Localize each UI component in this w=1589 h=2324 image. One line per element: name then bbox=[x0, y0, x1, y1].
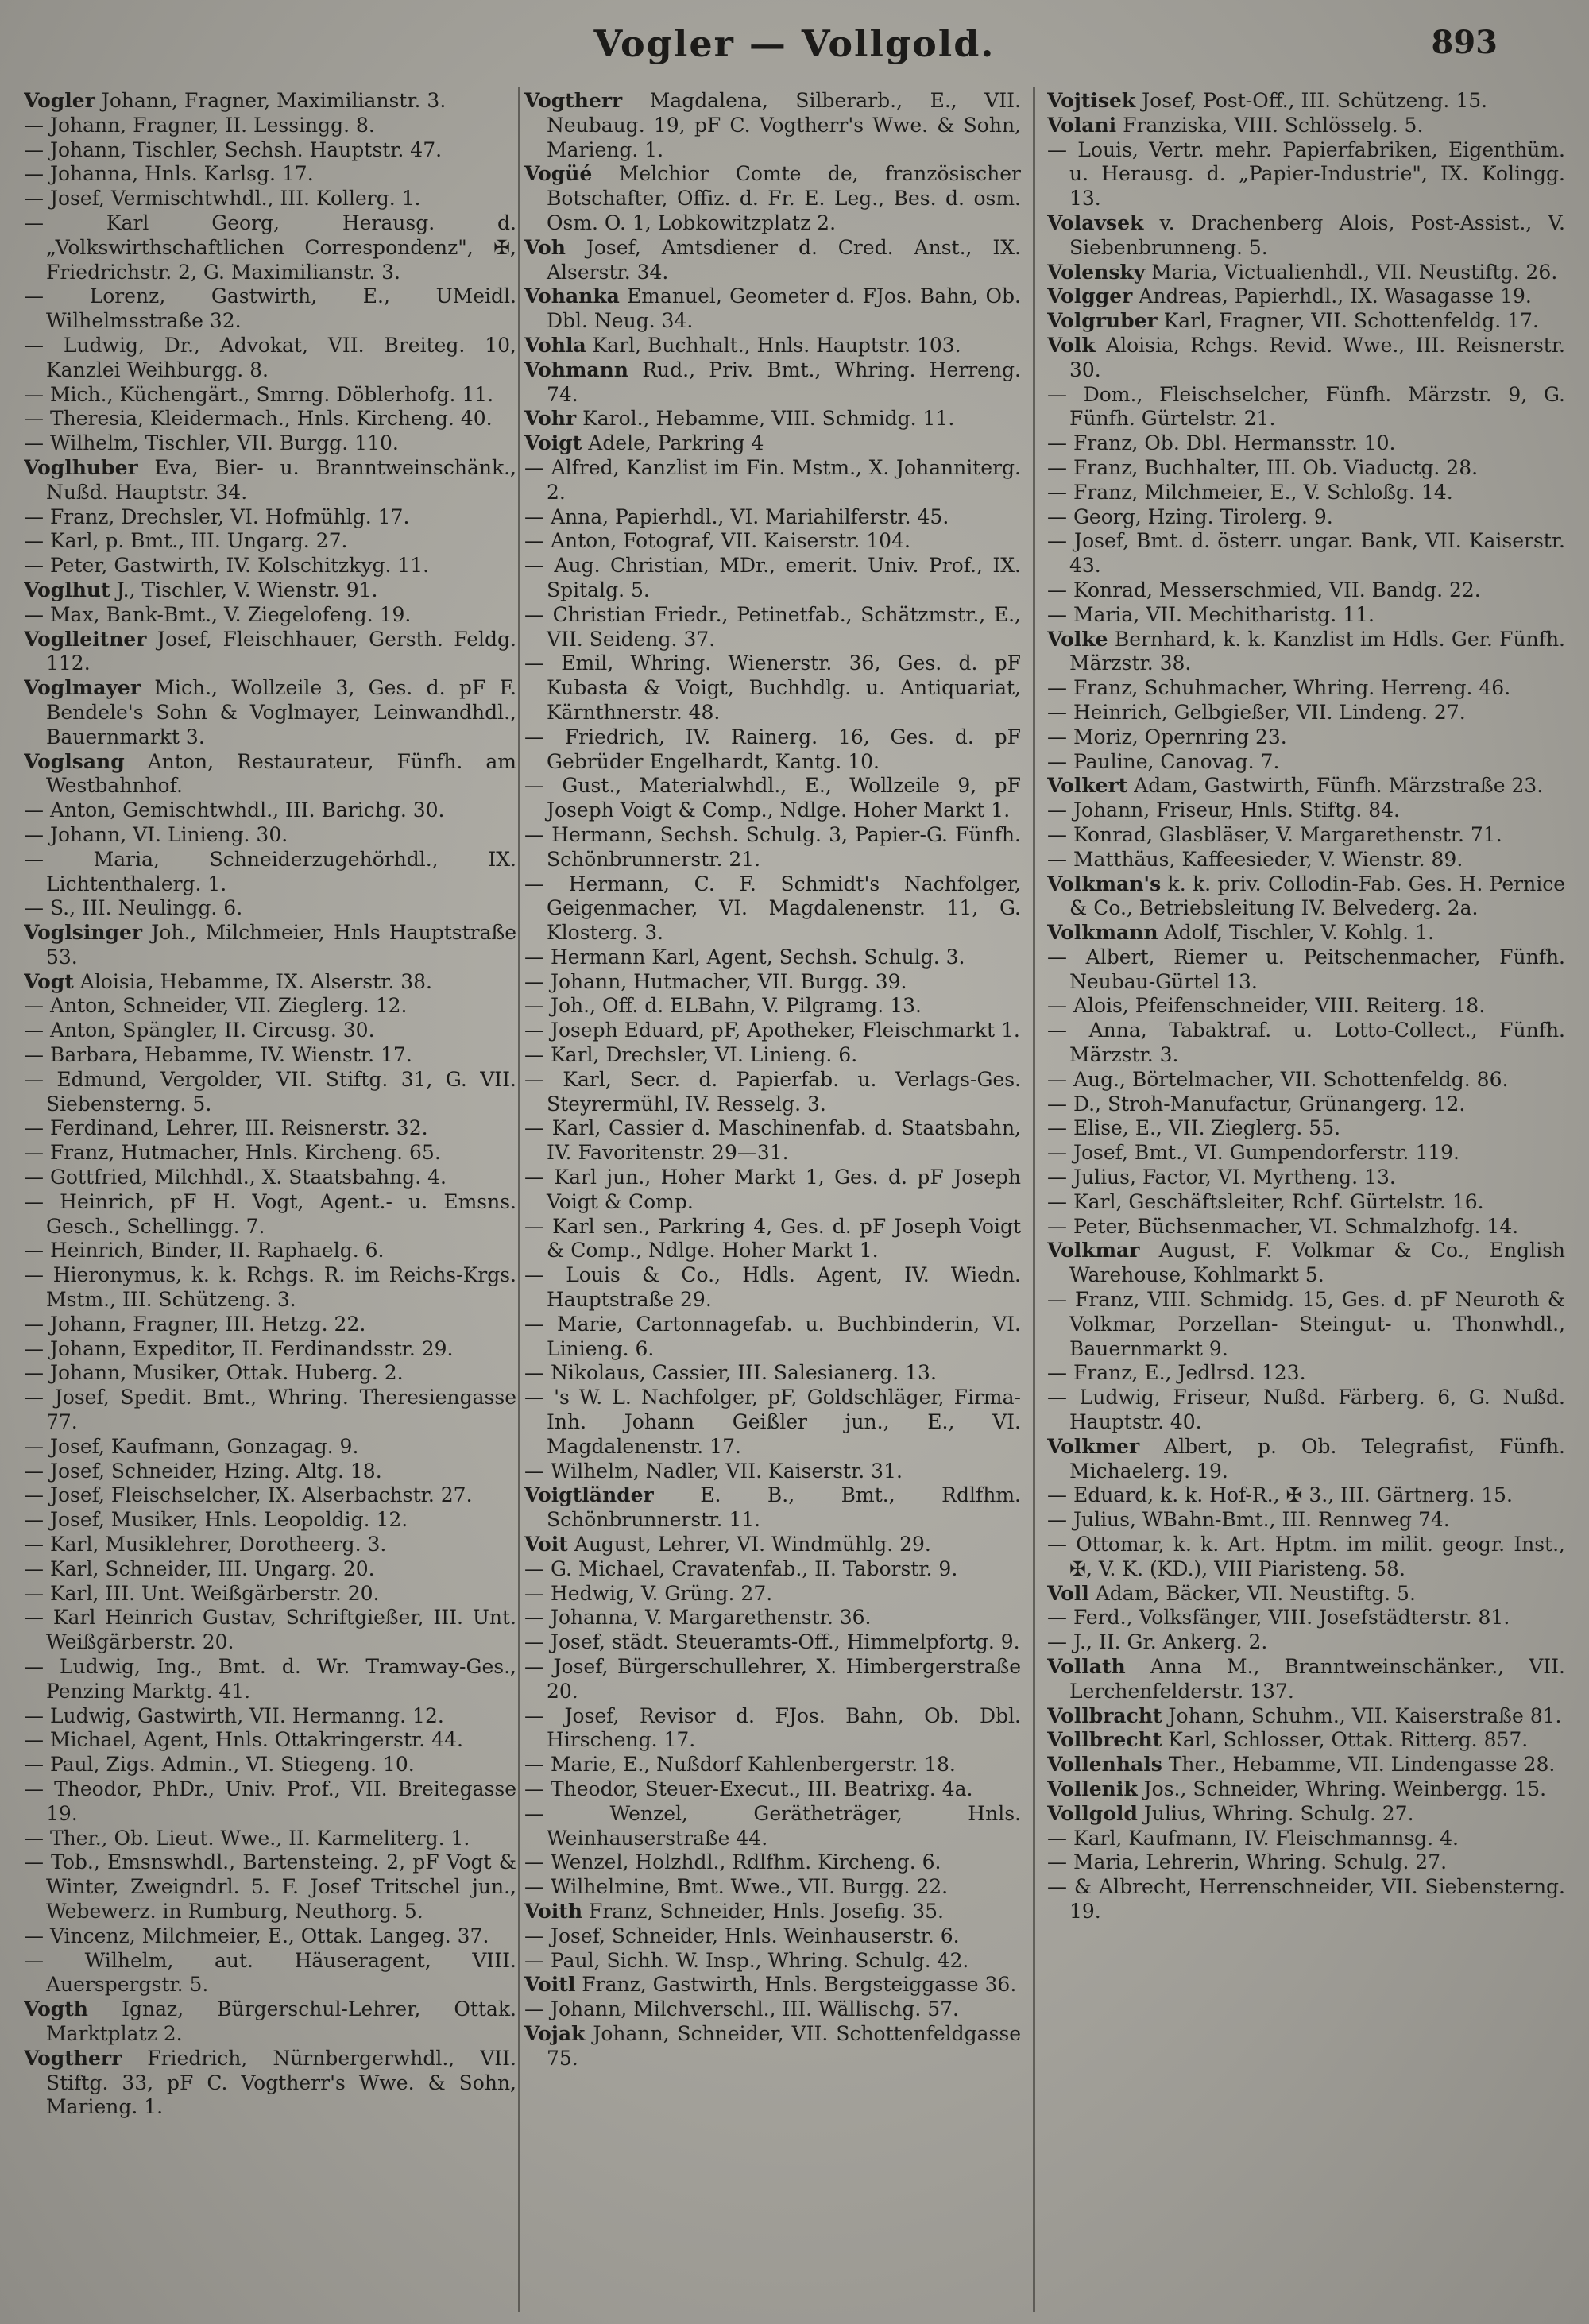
directory-entry: — Karl, Musiklehrer, Dorotheerg. 3. bbox=[24, 1533, 387, 1556]
directory-entry: — Franz, Buchhalter, III. Ob. Viaductg. 28. bbox=[1047, 455, 1479, 479]
directory-entry: — Karl, Kaufmann, IV. Fleischmannsg. 4. bbox=[1047, 1826, 1459, 1850]
directory-entry: — Peter, Büchsenmacher, VI. Schmalzhofg. 14. bbox=[1047, 1214, 1519, 1238]
directory-entry: Volgger Andreas, Papierhdl., IX. Wasagasse 19. bbox=[1047, 284, 1532, 308]
directory-entry: Vollenik Jos., Schneider, Whring. Weinbergg. 15. bbox=[1047, 1777, 1547, 1800]
directory-entry: Voglmayer Mich., Wollzeile 3, Ges. d. pF F. Bendele's Sohn & Voglmayer, Leinwandhdl., Bauernmarkt 3. bbox=[24, 676, 516, 748]
directory-entry: Voigt Adele, Parkring 4 bbox=[524, 431, 764, 455]
column-divider bbox=[518, 87, 520, 2312]
directory-entry: — Josef, Revisor d. FJos. Bahn, Ob. Dbl. Hirscheng. 17. bbox=[524, 1703, 1021, 1752]
column-divider bbox=[1033, 87, 1035, 2312]
directory-entry: — Ludwig, Friseur, Nußd. Färberg. 6, G. Nußd. Hauptstr. 40. bbox=[1047, 1386, 1565, 1434]
directory-entry: — Josef, Spedit. Bmt., Whring. Theresiengasse 77. bbox=[24, 1386, 516, 1434]
directory-entry: — Johann, Fragner, III. Hetzg. 22. bbox=[24, 1312, 366, 1336]
directory-entry: Volkmar August, F. Volkmar & Co., English Warehouse, Kohlmarkt 5. bbox=[1047, 1239, 1565, 1287]
directory-entry: — Karl, p. Bmt., III. Ungarg. 27. bbox=[24, 529, 348, 553]
directory-entry: — Konrad, Glasbläser, V. Margarethenstr. 71. bbox=[1047, 822, 1502, 846]
directory-entry: — Theodor, Steuer-Execut., III. Beatrixg. 4a. bbox=[524, 1777, 973, 1800]
directory-entry: Volke Bernhard, k. k. Kanzlist im Hdls. Ger. Fünfh. Märzstr. 38. bbox=[1047, 627, 1565, 675]
directory-entry: — Michael, Agent, Hnls. Ottakringerstr. 44. bbox=[24, 1728, 463, 1752]
directory-entry: — Hermann Karl, Agent, Sechsh. Schulg. 3. bbox=[524, 945, 965, 969]
directory-entry: — Heinrich, Gelbgießer, VII. Lindeng. 27. bbox=[1047, 700, 1466, 724]
directory-entry: — Friedrich, IV. Rainerg. 16, Ges. d. pF Gebrüder Engelhardt, Kantg. 10. bbox=[524, 725, 1021, 773]
directory-entry: — Tob., Emsnswhdl., Bartensteing. 2, pF Vogt & Winter, Zweigndrl. 5. F. Josef Tritschel jun., Webewerz. in Rumburg, Neuthorg. 5. bbox=[24, 1850, 516, 1923]
directory-entry: Vohla Karl, Buchhalt., Hnls. Hauptstr. 103. bbox=[524, 333, 961, 357]
directory-entry: — Paul, Sichh. W. Insp., Whring. Schulg. 42. bbox=[524, 1948, 969, 1972]
page-header bbox=[0, 17, 1589, 73]
running-title: Vogler — Vollgold. bbox=[593, 22, 996, 65]
directory-entry: — Emil, Whring. Wienerstr. 36, Ges. d. pF Kubasta & Voigt, Buchhdlg. u. Antiquariat, Kärnthnerstr. 48. bbox=[524, 652, 1021, 724]
page-number: 893 bbox=[1431, 24, 1498, 61]
column-right bbox=[1047, 89, 1565, 2306]
directory-entry: Vojak Johann, Schneider, VII. Schottenfeldgasse 75. bbox=[524, 2021, 1021, 2070]
directory-entry: Voit August, Lehrer, VI. Windmühlg. 29. bbox=[524, 1533, 931, 1556]
directory-entry: Vojtisek Josef, Post-Off., III. Schützeng. 15. bbox=[1047, 89, 1488, 112]
directory-entry: Vogtherr Friedrich, Nürnbergerwhdl., VII. Stiftg. 33, pF C. Vogtherr's Wwe. & Sohn, Marieng. 1. bbox=[24, 2046, 516, 2119]
directory-entry: — Karl, III. Unt. Weißgärberstr. 20. bbox=[24, 1581, 380, 1605]
directory-entry: — Louis & Co., Hdls. Agent, IV. Wiedn. Hauptstraße 29. bbox=[524, 1263, 1021, 1312]
directory-entry: Vogt Aloisia, Hebamme, IX. Alserstr. 38. bbox=[24, 969, 433, 993]
directory-entry: — Johann, Fragner, II. Lessingg. 8. bbox=[24, 113, 375, 137]
directory-entry: — Franz, Schuhmacher, Whring. Herreng. 46. bbox=[1047, 676, 1511, 700]
directory-entry: — Heinrich, Binder, II. Raphaelg. 6. bbox=[24, 1239, 385, 1263]
directory-entry: — Johann, Musiker, Ottak. Huberg. 2. bbox=[24, 1361, 404, 1385]
directory-entry: Volkmann Adolf, Tischler, V. Kohlg. 1. bbox=[1047, 921, 1434, 945]
directory-entry: — Josef, Vermischtwhdl., III. Kollerg. 1. bbox=[24, 187, 421, 211]
directory-entry: — Mich., Küchengärt., Smrng. Döblerhofg. 11. bbox=[24, 382, 494, 406]
column-left bbox=[24, 89, 516, 2306]
directory-entry: Volavsek v. Drachenberg Alois, Post-Assist., V. Siebenbrunneng. 5. bbox=[1047, 211, 1565, 259]
directory-entry: — Ludwig, Ing., Bmt. d. Wr. Tramway-Ges., Penzing Marktg. 41. bbox=[24, 1655, 516, 1703]
directory-entry: — Gottfried, Milchhdl., X. Staatsbahng. 4. bbox=[24, 1166, 447, 1189]
directory-entry: — Vincenz, Milchmeier, E., Ottak. Langeg. 37. bbox=[24, 1924, 489, 1947]
directory-entry: Voglhuber Eva, Bier- u. Branntweinschänk., Nußd. Hauptstr. 34. bbox=[24, 455, 516, 504]
directory-entry: — Joseph Eduard, pF, Apotheker, Fleischmarkt 1. bbox=[524, 1019, 1020, 1042]
directory-entry: Volgruber Karl, Fragner, VII. Schottenfeldg. 17. bbox=[1047, 309, 1539, 333]
directory-entry: Voglsinger Joh., Milchmeier, Hnls Hauptstraße 53. bbox=[24, 921, 516, 969]
directory-entry: Voh Josef, Amtsdiener d. Cred. Anst., IX. Alserstr. 34. bbox=[524, 235, 1021, 284]
directory-entry: — Christian Friedr., Petinetfab., Schätzmstr., E., VII. Seideng. 37. bbox=[524, 602, 1021, 651]
directory-entry: — Maria, Lehrerin, Whring. Schulg. 27. bbox=[1047, 1850, 1448, 1874]
directory-entry: — G. Michael, Cravatenfab., II. Taborstr. 9. bbox=[524, 1556, 958, 1580]
directory-entry: — Moriz, Opernring 23. bbox=[1047, 725, 1287, 748]
directory-entry: — Anton, Fotograf, VII. Kaiserstr. 104. bbox=[524, 529, 910, 553]
directory-entry: — Maria, Schneiderzugehörhdl., IX. Lichtenthalerg. 1. bbox=[24, 847, 516, 895]
directory-entry: Volkert Adam, Gastwirth, Fünfh. Märzstraße 23. bbox=[1047, 774, 1544, 798]
directory-entry: — Anna, Papierhdl., VI. Mariahilferstr. 45. bbox=[524, 505, 949, 528]
directory-entry: — Karl, Schneider, III. Ungarg. 20. bbox=[24, 1556, 375, 1580]
directory-entry: Vohr Karol., Hebamme, VIII. Schmidg. 11. bbox=[524, 407, 955, 431]
directory-entry: — Josef, Schneider, Hzing. Altg. 18. bbox=[24, 1459, 382, 1483]
directory-entry: — Max, Bank-Bmt., V. Ziegelofeng. 19. bbox=[24, 602, 412, 626]
directory-entry: — Alfred, Kanzlist im Fin. Mstm., X. Johanniterg. 2. bbox=[524, 455, 1021, 504]
directory-entry: — Ferd., Volksfänger, VIII. Josefstädterstr. 81. bbox=[1047, 1606, 1510, 1630]
directory-entry: — Josef, Bmt. d. österr. ungar. Bank, VII. Kaiserstr. 43. bbox=[1047, 529, 1565, 578]
directory-entry: — Matthäus, Kaffeesieder, V. Wienstr. 89. bbox=[1047, 847, 1463, 871]
directory-entry: — Alois, Pfeifenschneider, VIII. Reiterg. 18. bbox=[1047, 994, 1486, 1018]
directory-entry: Voglleitner Josef, Fleischhauer, Gersth. Feldg. 112. bbox=[24, 627, 516, 675]
directory-entry: — Wenzel, Gerätheträger, Hnls. Weinhauserstraße 44. bbox=[524, 1801, 1021, 1850]
directory-entry: — Julius, Factor, VI. Myrtheng. 13. bbox=[1047, 1166, 1396, 1189]
directory-entry: — Anton, Schneider, VII. Zieglerg. 12. bbox=[24, 994, 408, 1018]
directory-entry: — Josef, Fleischselcher, IX. Alserbachstr. 27. bbox=[24, 1483, 473, 1507]
directory-entry: — Nikolaus, Cassier, III. Salesianerg. 13. bbox=[524, 1361, 937, 1385]
directory-entry: — Karl, Drechsler, VI. Linieng. 6. bbox=[524, 1043, 858, 1067]
directory-entry: — Franz, Hutmacher, Hnls. Kircheng. 65. bbox=[24, 1141, 441, 1165]
directory-entry: — Heinrich, pF H. Vogt, Agent.- u. Emsns. Gesch., Schellingg. 7. bbox=[24, 1189, 516, 1238]
directory-entry: — Paul, Zigs. Admin., VI. Stiegeng. 10. bbox=[24, 1753, 415, 1777]
directory-entry: Vohanka Emanuel, Geometer d. FJos. Bahn, Ob. Dbl. Neug. 34. bbox=[524, 284, 1021, 333]
directory-entry: — Ther., Ob. Lieut. Wwe., II. Karmeliterg. 1. bbox=[24, 1826, 470, 1850]
directory-entry: — Edmund, Vergolder, VII. Stiftg. 31, G. VII. Siebensterng. 5. bbox=[24, 1067, 516, 1116]
directory-entry: Vogth Ignaz, Bürgerschul-Lehrer, Ottak. Marktplatz 2. bbox=[24, 1997, 516, 2045]
directory-entry: — Josef, Bürgerschullehrer, X. Himbergerstraße 20. bbox=[524, 1655, 1021, 1703]
directory-entry: — Joh., Off. d. ELBahn, V. Pilgramg. 13. bbox=[524, 994, 922, 1018]
directory-entry: — Georg, Hzing. Tirolerg. 9. bbox=[1047, 505, 1333, 528]
directory-entry: — Hieronymus, k. k. Rchgs. R. im Reichs-Krgs. Mstm., III. Schützeng. 3. bbox=[24, 1263, 516, 1312]
directory-entry: Vogüé Melchior Comte de, französischer Botschafter, Offiz. d. Fr. E. Leg., Bes. d. osm. Osm. O. 1, Lobkowitzplatz 2. bbox=[524, 162, 1021, 234]
directory-entry: — Gust., Materialwhdl., E., Wollzeile 9, pF Joseph Voigt & Comp., Ndlge. Hoher Markt 1. bbox=[524, 774, 1021, 822]
directory-entry: — Karl, Geschäftsleiter, Rchf. Gürtelstr. 16. bbox=[1047, 1189, 1484, 1213]
directory-entry: — Karl sen., Parkring 4, Ges. d. pF Joseph Voigt & Comp., Ndlge. Hoher Markt 1. bbox=[524, 1214, 1021, 1263]
directory-entry: — Johanna, V. Margarethenstr. 36. bbox=[524, 1606, 872, 1630]
directory-entry: — Eduard, k. k. Hof-R., ✠ 3., III. Gärtnerg. 15. bbox=[1047, 1483, 1513, 1507]
directory-entry: — Franz, Milchmeier, E., V. Schloßg. 14. bbox=[1047, 480, 1453, 504]
directory-entry: Voith Franz, Schneider, Hnls. Josefig. 35. bbox=[524, 1899, 944, 1923]
directory-entry: — Wenzel, Holzhdl., Rdlfhm. Kircheng. 6. bbox=[524, 1850, 941, 1874]
directory-entry: — Karl Heinrich Gustav, Schriftgießer, III. Unt. Weißgärberstr. 20. bbox=[24, 1606, 516, 1654]
directory-entry: — Hermann, Sechsh. Schulg. 3, Papier-G. Fünfh. Schönbrunnerstr. 21. bbox=[524, 822, 1021, 871]
directory-entry: Volensky Maria, Victualienhdl., VII. Neustiftg. 26. bbox=[1047, 260, 1558, 284]
directory-entry: — Konrad, Messerschmied, VII. Bandg. 22. bbox=[1047, 578, 1481, 601]
directory-entry: — Ferdinand, Lehrer, III. Reisnerstr. 32. bbox=[24, 1116, 428, 1140]
directory-entry: Vollbracht Johann, Schuhm., VII. Kaiserstraße 81. bbox=[1047, 1703, 1562, 1727]
directory-entry: Vollath Anna M., Branntweinschänker., VII. Lerchenfelderstr. 137. bbox=[1047, 1655, 1565, 1703]
directory-entry: — Wilhelm, aut. Häuseragent, VIII. Auerspergstr. 5. bbox=[24, 1948, 516, 1997]
directory-entry: — Peter, Gastwirth, IV. Kolschitzkyg. 11. bbox=[24, 554, 430, 578]
directory-entry: Vogler Johann, Fragner, Maximilianstr. 3. bbox=[24, 89, 447, 112]
directory-entry: — Theodor, PhDr., Univ. Prof., VII. Breitegasse 19. bbox=[24, 1777, 516, 1825]
directory-entry: Volkmer Albert, p. Ob. Telegrafist, Fünfh. Michaelerg. 19. bbox=[1047, 1434, 1565, 1483]
directory-entry: — Josef, Musiker, Hnls. Leopoldig. 12. bbox=[24, 1508, 408, 1532]
directory-entry: — Karl Georg, Herausg. d. „Volkswirthschaftlichen Correspondenz", ✠, Friedrichstr. 2, G. Maximilianstr. 3. bbox=[24, 211, 516, 284]
directory-entry: — Theresia, Kleidermach., Hnls. Kircheng. 40. bbox=[24, 407, 493, 431]
directory-entry: Volkman's k. k. priv. Collodin-Fab. Ges. H. Pernice & Co., Betriebsleitung IV. Belvederg. 2a. bbox=[1047, 872, 1565, 920]
directory-entry: — Ludwig, Dr., Advokat, VII. Breiteg. 10, Kanzlei Weihburgg. 8. bbox=[24, 333, 516, 381]
directory-entry: Vogtherr Magdalena, Silberarb., E., VII. Neubaug. 19, pF C. Vogtherr's Wwe. & Sohn, Marieng. 1. bbox=[524, 89, 1021, 161]
directory-entry: — Johann, Milchverschl., III. Wällischg. 57. bbox=[524, 1997, 959, 2021]
directory-entry: — Ottomar, k. k. Art. Hptm. im milit. geogr. Inst., ✠, V. K. (KD.), VIII Piaristeng. 58. bbox=[1047, 1533, 1565, 1580]
directory-entry: — Anton, Spängler, II. Circusg. 30. bbox=[24, 1019, 375, 1042]
directory-entry: — Josef, Schneider, Hnls. Weinhauserstr. 6. bbox=[524, 1924, 960, 1947]
directory-entry: — Johann, VI. Linieng. 30. bbox=[24, 822, 288, 846]
directory-entry: — Franz, E., Jedlrsd. 123. bbox=[1047, 1361, 1306, 1385]
directory-entry: — Wilhelm, Nadler, VII. Kaiserstr. 31. bbox=[524, 1459, 903, 1483]
directory-entry: — Aug. Christian, MDr., emerit. Univ. Prof., IX. Spitalg. 5. bbox=[524, 554, 1021, 601]
directory-entry: — Lorenz, Gastwirth, E., UMeidl. Wilhelmsstraße 32. bbox=[24, 284, 516, 333]
directory-entry: — Johann, Expeditor, II. Ferdinandsstr. 29. bbox=[24, 1336, 454, 1360]
directory-entry: — & Albrecht, Herrenschneider, VII. Siebensterng. 19. bbox=[1047, 1875, 1565, 1923]
directory-entry: — Marie, E., Nußdorf Kahlenbergerstr. 18. bbox=[524, 1753, 956, 1777]
directory-entry: — J., II. Gr. Ankerg. 2. bbox=[1047, 1630, 1268, 1654]
directory-entry: — Hedwig, V. Grüng. 27. bbox=[524, 1581, 773, 1605]
directory-entry: — Johanna, Hnls. Karlsg. 17. bbox=[24, 162, 314, 186]
directory-entry: Voll Adam, Bäcker, VII. Neustiftg. 5. bbox=[1047, 1581, 1416, 1605]
directory-entry: — Johann, Tischler, Sechsh. Hauptstr. 47. bbox=[24, 137, 443, 161]
directory-entry: — Elise, E., VII. Zieglerg. 55. bbox=[1047, 1116, 1341, 1140]
directory-entry: — Marie, Cartonnagefab. u. Buchbinderin, VI. Linieng. 6. bbox=[524, 1312, 1021, 1360]
directory-entry: Voglsang Anton, Restaurateur, Fünfh. am Westbahnhof. bbox=[24, 749, 516, 798]
directory-entry: — Louis, Vertr. mehr. Papierfabriken, Eigenthüm. u. Herausg. d. „Papier-Industrie", IX. Kolingg. 13. bbox=[1047, 137, 1565, 211]
directory-entry: Vollbrecht Karl, Schlosser, Ottak. Ritterg. 857. bbox=[1047, 1728, 1529, 1752]
directory-entry: — Karl jun., Hoher Markt 1, Ges. d. pF Joseph Voigt & Comp. bbox=[524, 1166, 1021, 1213]
directory-entry: — Barbara, Hebamme, IV. Wienstr. 17. bbox=[24, 1043, 412, 1067]
directory-entry: Voigtländer E. B., Bmt., Rdlfhm. Schönbrunnerstr. 11. bbox=[524, 1483, 1021, 1532]
directory-entry: — Johann, Friseur, Hnls. Stiftg. 84. bbox=[1047, 799, 1400, 822]
directory-entry: — Franz, Drechsler, VI. Hofmühlg. 17. bbox=[24, 505, 410, 528]
directory-entry: — Anton, Gemischtwhdl., III. Barichg. 30. bbox=[24, 799, 445, 822]
directory-entry: — Pauline, Canovag. 7. bbox=[1047, 749, 1280, 773]
directory-entry: — Franz, Ob. Dbl. Hermansstr. 10. bbox=[1047, 431, 1396, 455]
directory-entry: — Aug., Börtelmacher, VII. Schottenfeldg. 86. bbox=[1047, 1067, 1509, 1091]
directory-entry: Volk Aloisia, Rchgs. Revid. Wwe., III. Reisnerstr. 30. bbox=[1047, 333, 1565, 381]
directory-entry: — Josef, städt. Steueramts-Off., Himmelpfortg. 9. bbox=[524, 1630, 1020, 1654]
directory-entry: — 's W. L. Nachfolger, pF, Goldschläger, Firma-Inh. Johann Geißler jun., E., VI. Magdalenenstr. 17. bbox=[524, 1386, 1021, 1458]
directory-entry: — Albert, Riemer u. Peitschenmacher, Fünfh. Neubau-Gürtel 13. bbox=[1047, 945, 1565, 993]
directory-entry: — Josef, Bmt., VI. Gumpendorferstr. 119. bbox=[1047, 1141, 1460, 1165]
directory-entry: Vollenhals Ther., Hebamme, VII. Lindengasse 28. bbox=[1047, 1753, 1556, 1777]
directory-entry: Voitl Franz, Gastwirth, Hnls. Bergsteiggasse 36. bbox=[524, 1973, 1017, 1997]
directory-entry: — Franz, VIII. Schmidg. 15, Ges. d. pF Neuroth & Volkmar, Porzellan- Steingut- u. Thonwhdl., Bauernmarkt 9. bbox=[1047, 1288, 1565, 1360]
directory-entry: — Karl, Secr. d. Papierfab. u. Verlags-Ges. Steyrermühl, IV. Resselg. 3. bbox=[524, 1067, 1021, 1116]
directory-entry: — S., III. Neulingg. 6. bbox=[24, 896, 243, 920]
directory-entry: Voglhut J., Tischler, V. Wienstr. 91. bbox=[24, 578, 378, 601]
directory-entry: — Karl, Cassier d. Maschinenfab. d. Staatsbahn, IV. Favoritenstr. 29—31. bbox=[524, 1116, 1021, 1165]
directory-entry: — Anna, Tabaktraf. u. Lotto-Collect., Fünfh. Märzstr. 3. bbox=[1047, 1019, 1565, 1067]
directory-entry: — Johann, Hutmacher, VII. Burgg. 39. bbox=[524, 969, 907, 993]
directory-entry: — Julius, WBahn-Bmt., III. Rennweg 74. bbox=[1047, 1508, 1450, 1532]
directory-entry: — Wilhelmine, Bmt. Wwe., VII. Burgg. 22. bbox=[524, 1875, 949, 1899]
directory-entry: — Dom., Fleischselcher, Fünfh. Märzstr. 9, G. Fünfh. Gürtelstr. 21. bbox=[1047, 382, 1565, 431]
directory-entry: Volani Franziska, VIII. Schlösselg. 5. bbox=[1047, 113, 1424, 137]
directory-entry: Vohmann Rud., Priv. Bmt., Whring. Herreng. 74. bbox=[524, 358, 1021, 406]
directory-entry: — Maria, VII. Mechitharistg. 11. bbox=[1047, 602, 1374, 626]
directory-entry: — Hermann, C. F. Schmidt's Nachfolger, Geigenmacher, VI. Magdalenenstr. 11, G. Klosterg. 3. bbox=[524, 872, 1021, 945]
directory-entry: Vollgold Julius, Whring. Schulg. 27. bbox=[1047, 1801, 1414, 1825]
directory-entry: — Josef, Kaufmann, Gonzagag. 9. bbox=[24, 1434, 359, 1458]
directory-entry: — Wilhelm, Tischler, VII. Burgg. 110. bbox=[24, 431, 399, 455]
directory-entry: — Ludwig, Gastwirth, VII. Hermanng. 12. bbox=[24, 1703, 444, 1727]
column-middle bbox=[524, 89, 1021, 2306]
directory-entry: — D., Stroh-Manufactur, Grünangerg. 12. bbox=[1047, 1092, 1466, 1116]
